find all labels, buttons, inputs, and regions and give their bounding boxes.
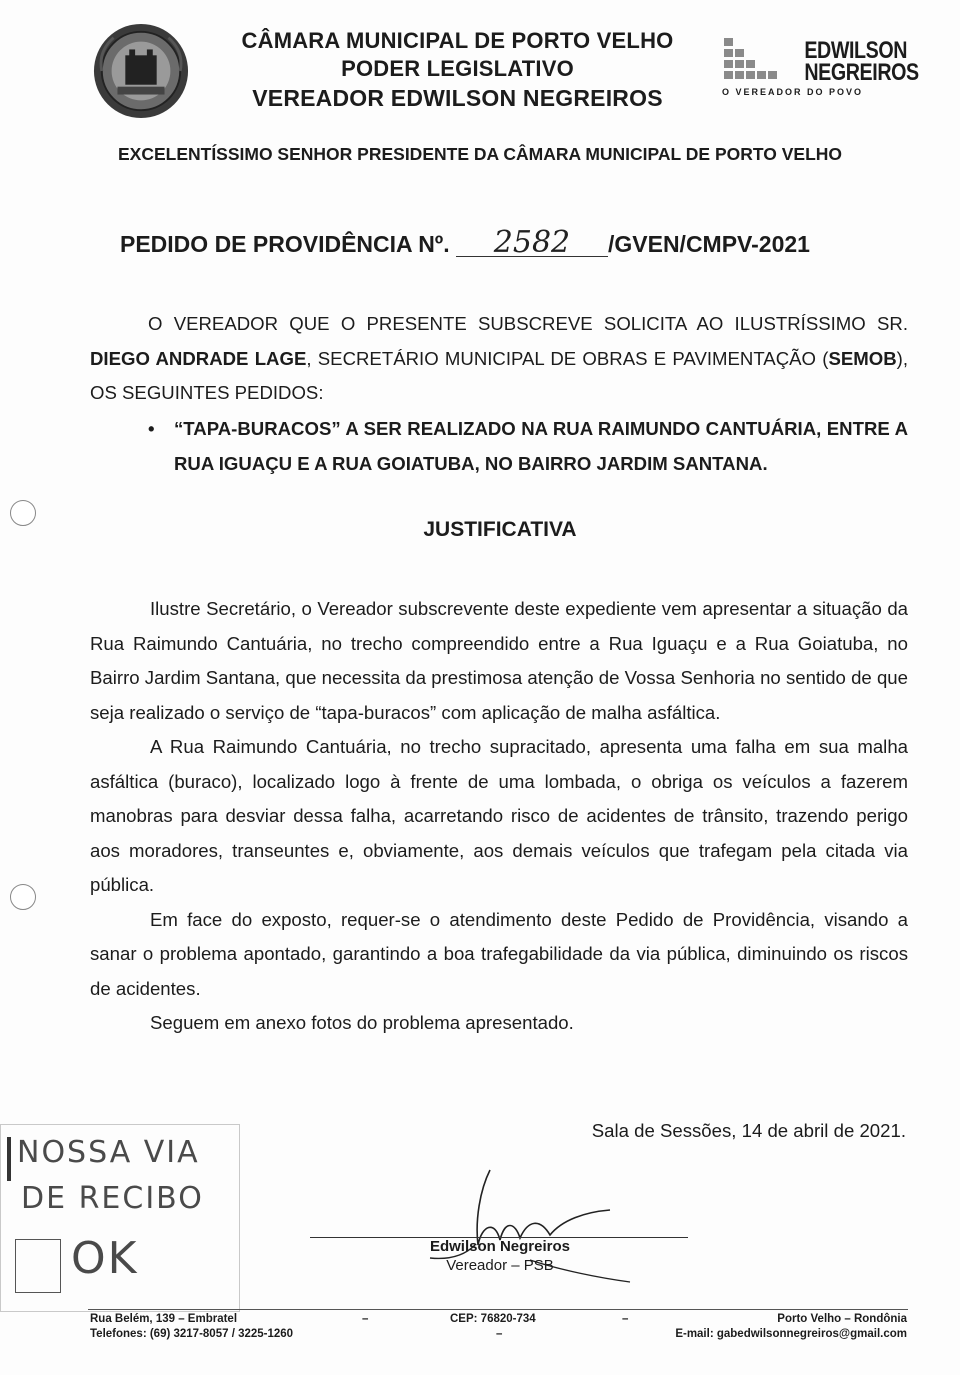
intro-text-1: O VEREADOR QUE O PRESENTE SUBSCREVE SOLICITA AO ILUSTRÍSSIMO SR. (148, 313, 908, 334)
footer-rule (88, 1309, 908, 1310)
request-number-line (120, 225, 810, 260)
footer-phones: Telefones: (69) 3217-8057 / 3225-1260 (90, 1328, 294, 1340)
punch-hole-top (10, 500, 36, 526)
request-suffix: /GVEN/CMPV-2021 (607, 231, 810, 257)
stamp-line-3: OK (71, 1233, 139, 1284)
header-chamber-name: CÂMARA MUNICIPAL DE PORTO VELHO (241, 28, 674, 53)
brand-grid-icon (722, 36, 782, 82)
justification-body (90, 592, 908, 1041)
justification-paragraph-3: Em face do exposto, requer-se o atendimento deste Pedido de Providência, visando a sanar o problema apontado, garantindo a boa trafegabilidade da via pública, diminuindo os riscos de acidentes. (90, 908, 908, 999)
intro-text-2: , SECRETÁRIO MUNICIPAL DE OBRAS E PAVIMENTAÇÃO ( (306, 347, 829, 369)
justification-paragraph-2: A Rua Raimundo Cantuária, no trecho supracitado, apresenta uma falha em sua malha asfáltica (buraco), localizado logo à frente de uma lombada, o obriga os veículos a fazerem manobras para desviar dessa falha, acarretando risco de acidentes de trânsito, trazendo perigo aos moradores, transeuntes e, obviamente, aos demais veículos que trafegam pela citada via pública. (90, 736, 908, 895)
stamp-margin-mark (7, 1137, 11, 1181)
signer-name: Edwilson Negreiros (429, 1238, 571, 1255)
punch-hole-bottom (10, 884, 36, 910)
footer-city: Porto Velho – Rondônia (777, 1313, 907, 1325)
footer-separator-2: – (496, 1328, 503, 1340)
semob-acronym: SEMOB (828, 347, 897, 369)
justification-paragraph-4: Seguem em anexo fotos do problema apresentado. (150, 1012, 574, 1033)
footer-separator-1: – (362, 1313, 369, 1325)
footer-cep: CEP: 76820-734 (450, 1313, 536, 1325)
date-line: Sala de Sessões, 14 de abril de 2021. (591, 1120, 906, 1141)
brand-name-first: EDWILSON (804, 37, 908, 64)
footer-separator-3: – (622, 1313, 629, 1325)
chamber-seal-logo (92, 22, 190, 120)
footer-email: E-mail: gabedwilsonnegreiros@gmail.com (675, 1328, 907, 1340)
footer-address: Rua Belém, 139 – Embratel (90, 1313, 238, 1325)
edwilson-negreiros-brand-logo (722, 36, 919, 106)
stamp-checkbox (15, 1239, 61, 1293)
brand-name (804, 37, 919, 86)
receipt-stamp (0, 1124, 240, 1312)
stamp-line-2: DE RECIBO (21, 1181, 204, 1216)
secretary-name: DIEGO ANDRADE LAGE (90, 347, 307, 369)
brand-tagline: O VEREADOR DO POVO (722, 87, 864, 97)
justification-heading: JUSTIFICATIVA (423, 518, 577, 541)
justification-paragraph-1: Ilustre Secretário, o Vereador subscrevente deste expediente vem apresentar a situação da Rua Raimundo Cantuária, no trecho compreendido entre a Rua Iguaçu e a Rua Goiatuba, no Bairro Jardim Santana, que necessita da prestimosa atenção de Vossa Senhoria no sentido de que seja realizado o serviço de “tapa-buracos” com aplicação de malha asfáltica. (90, 598, 908, 723)
bullet-icon: • (148, 418, 155, 439)
intro-paragraph (90, 307, 908, 411)
header-legislative-power: PODER LEGISLATIVO (341, 56, 574, 81)
request-prefix: PEDIDO DE PROVIDÊNCIA Nº. (120, 231, 450, 257)
request-number-handwritten: 2582 (456, 230, 608, 257)
bullet-text: “TAPA-BURACOS” A SER REALIZADO NA RUA RAIMUNDO CANTUÁRIA, ENTRE A RUA IGUAÇU E A RUA GOIATUBA, NO BAIRRO JARDIM SANTANA. (174, 418, 908, 474)
brand-name-last: NEGREIROS (804, 59, 919, 86)
signer-role: Vereador – PSB (446, 1257, 554, 1274)
stamp-line-1: NOSSA VIA (17, 1135, 200, 1170)
addressee-line: EXCELENTÍSSIMO SENHOR PRESIDENTE DA CÂMARA MUNICIPAL DE PORTO VELHO (117, 144, 843, 164)
header-councilman-name: VEREADOR EDWILSON NEGREIROS (252, 85, 663, 111)
intro-text-3: ), OS SEGUINTES PEDIDOS: (90, 347, 908, 403)
